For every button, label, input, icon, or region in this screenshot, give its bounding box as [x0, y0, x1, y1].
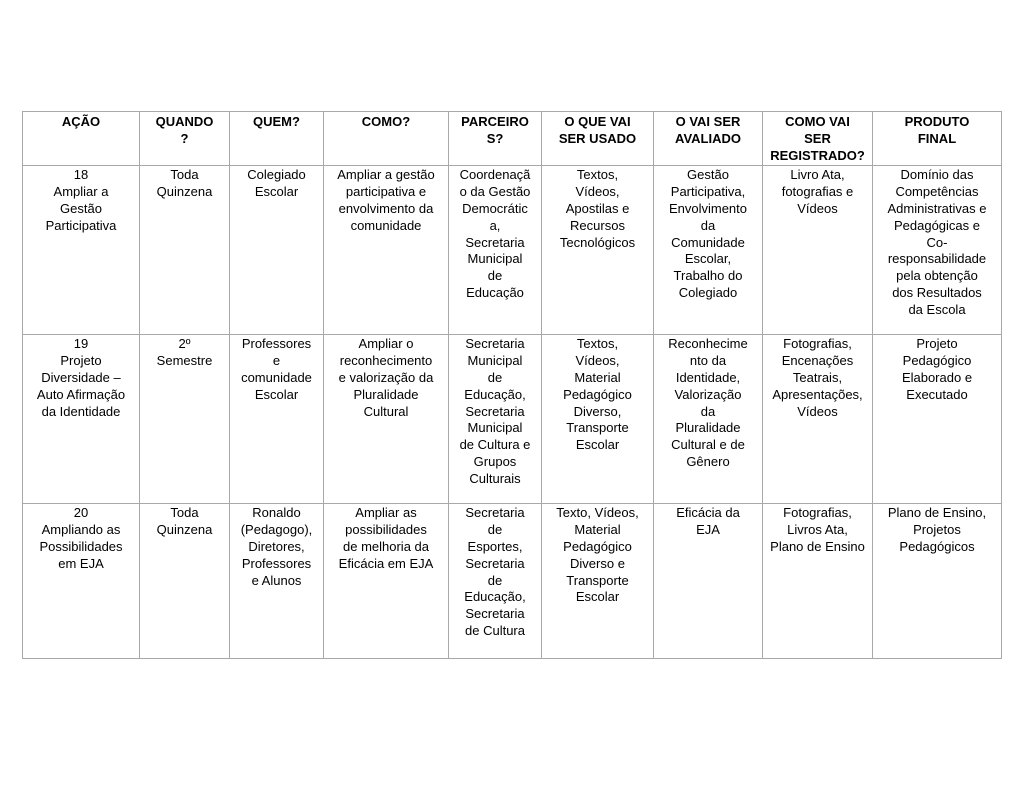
cell-acao: 20 Ampliando as Possibilidades em EJA	[23, 504, 140, 659]
action-plan-table	[22, 111, 1002, 659]
cell-quem: Ronaldo (Pedagogo), Diretores, Professores e Alunos	[230, 504, 324, 659]
cell-quem: Professores e comunidade Escolar	[230, 335, 324, 504]
header-registrado: COMO VAI SER REGISTRADO?	[763, 112, 873, 166]
cell-o-que-usado: Textos, Vídeos, Apostilas e Recursos Tecnológicos	[542, 166, 654, 335]
cell-produto-final: Plano de Ensino, Projetos Pedagógicos	[873, 504, 1002, 659]
header-row	[23, 112, 1002, 166]
cell-o-que-usado: Textos, Vídeos, Material Pedagógico Diverso, Transporte Escolar	[542, 335, 654, 504]
cell-registrado: Fotografias, Encenações Teatrais, Apresentações, Vídeos	[763, 335, 873, 504]
header-produto-final: PRODUTO FINAL	[873, 112, 1002, 166]
table-row	[23, 504, 1002, 659]
cell-como: Ampliar a gestão participativa e envolvimento da comunidade	[324, 166, 449, 335]
cell-parceiros: Secretaria de Esportes, Secretaria de Educação, Secretaria de Cultura	[449, 504, 542, 659]
header-avaliado: O VAI SER AVALIADO	[654, 112, 763, 166]
cell-avaliado: Eficácia da EJA	[654, 504, 763, 659]
header-como: COMO?	[324, 112, 449, 166]
cell-registrado: Livro Ata, fotografias e Vídeos	[763, 166, 873, 335]
cell-avaliado: Reconhecime nto da Identidade, Valorização da Pluralidade Cultural e de Gênero	[654, 335, 763, 504]
cell-registrado: Fotografias, Livros Ata, Plano de Ensino	[763, 504, 873, 659]
header-o-que-usado: O QUE VAI SER USADO	[542, 112, 654, 166]
table-row	[23, 335, 1002, 504]
header-acao: AÇÃO	[23, 112, 140, 166]
cell-quem: Colegiado Escolar	[230, 166, 324, 335]
cell-quando: Toda Quinzena	[140, 504, 230, 659]
cell-como: Ampliar o reconhecimento e valorização da Pluralidade Cultural	[324, 335, 449, 504]
cell-o-que-usado: Texto, Vídeos, Material Pedagógico Diverso e Transporte Escolar	[542, 504, 654, 659]
cell-acao: 18 Ampliar a Gestão Participativa	[23, 166, 140, 335]
table-row	[23, 166, 1002, 335]
cell-produto-final: Domínio das Competências Administrativas e Pedagógicas e Co- responsabilidade pela obtenção dos Resultados da Escola	[873, 166, 1002, 335]
header-parceiros: PARCEIRO S?	[449, 112, 542, 166]
cell-avaliado: Gestão Participativa, Envolvimento da Comunidade Escolar, Trabalho do Colegiado	[654, 166, 763, 335]
cell-parceiros: Coordenaçã o da Gestão Democrátic a, Secretaria Municipal de Educação	[449, 166, 542, 335]
cell-acao: 19 Projeto Diversidade – Auto Afirmação da Identidade	[23, 335, 140, 504]
header-quando: QUANDO ?	[140, 112, 230, 166]
cell-parceiros: Secretaria Municipal de Educação, Secretaria Municipal de Cultura e Grupos Culturais	[449, 335, 542, 504]
header-quem: QUEM?	[230, 112, 324, 166]
cell-como: Ampliar as possibilidades de melhoria da Eficácia em EJA	[324, 504, 449, 659]
cell-produto-final: Projeto Pedagógico Elaborado e Executado	[873, 335, 1002, 504]
cell-quando: 2º Semestre	[140, 335, 230, 504]
cell-quando: Toda Quinzena	[140, 166, 230, 335]
